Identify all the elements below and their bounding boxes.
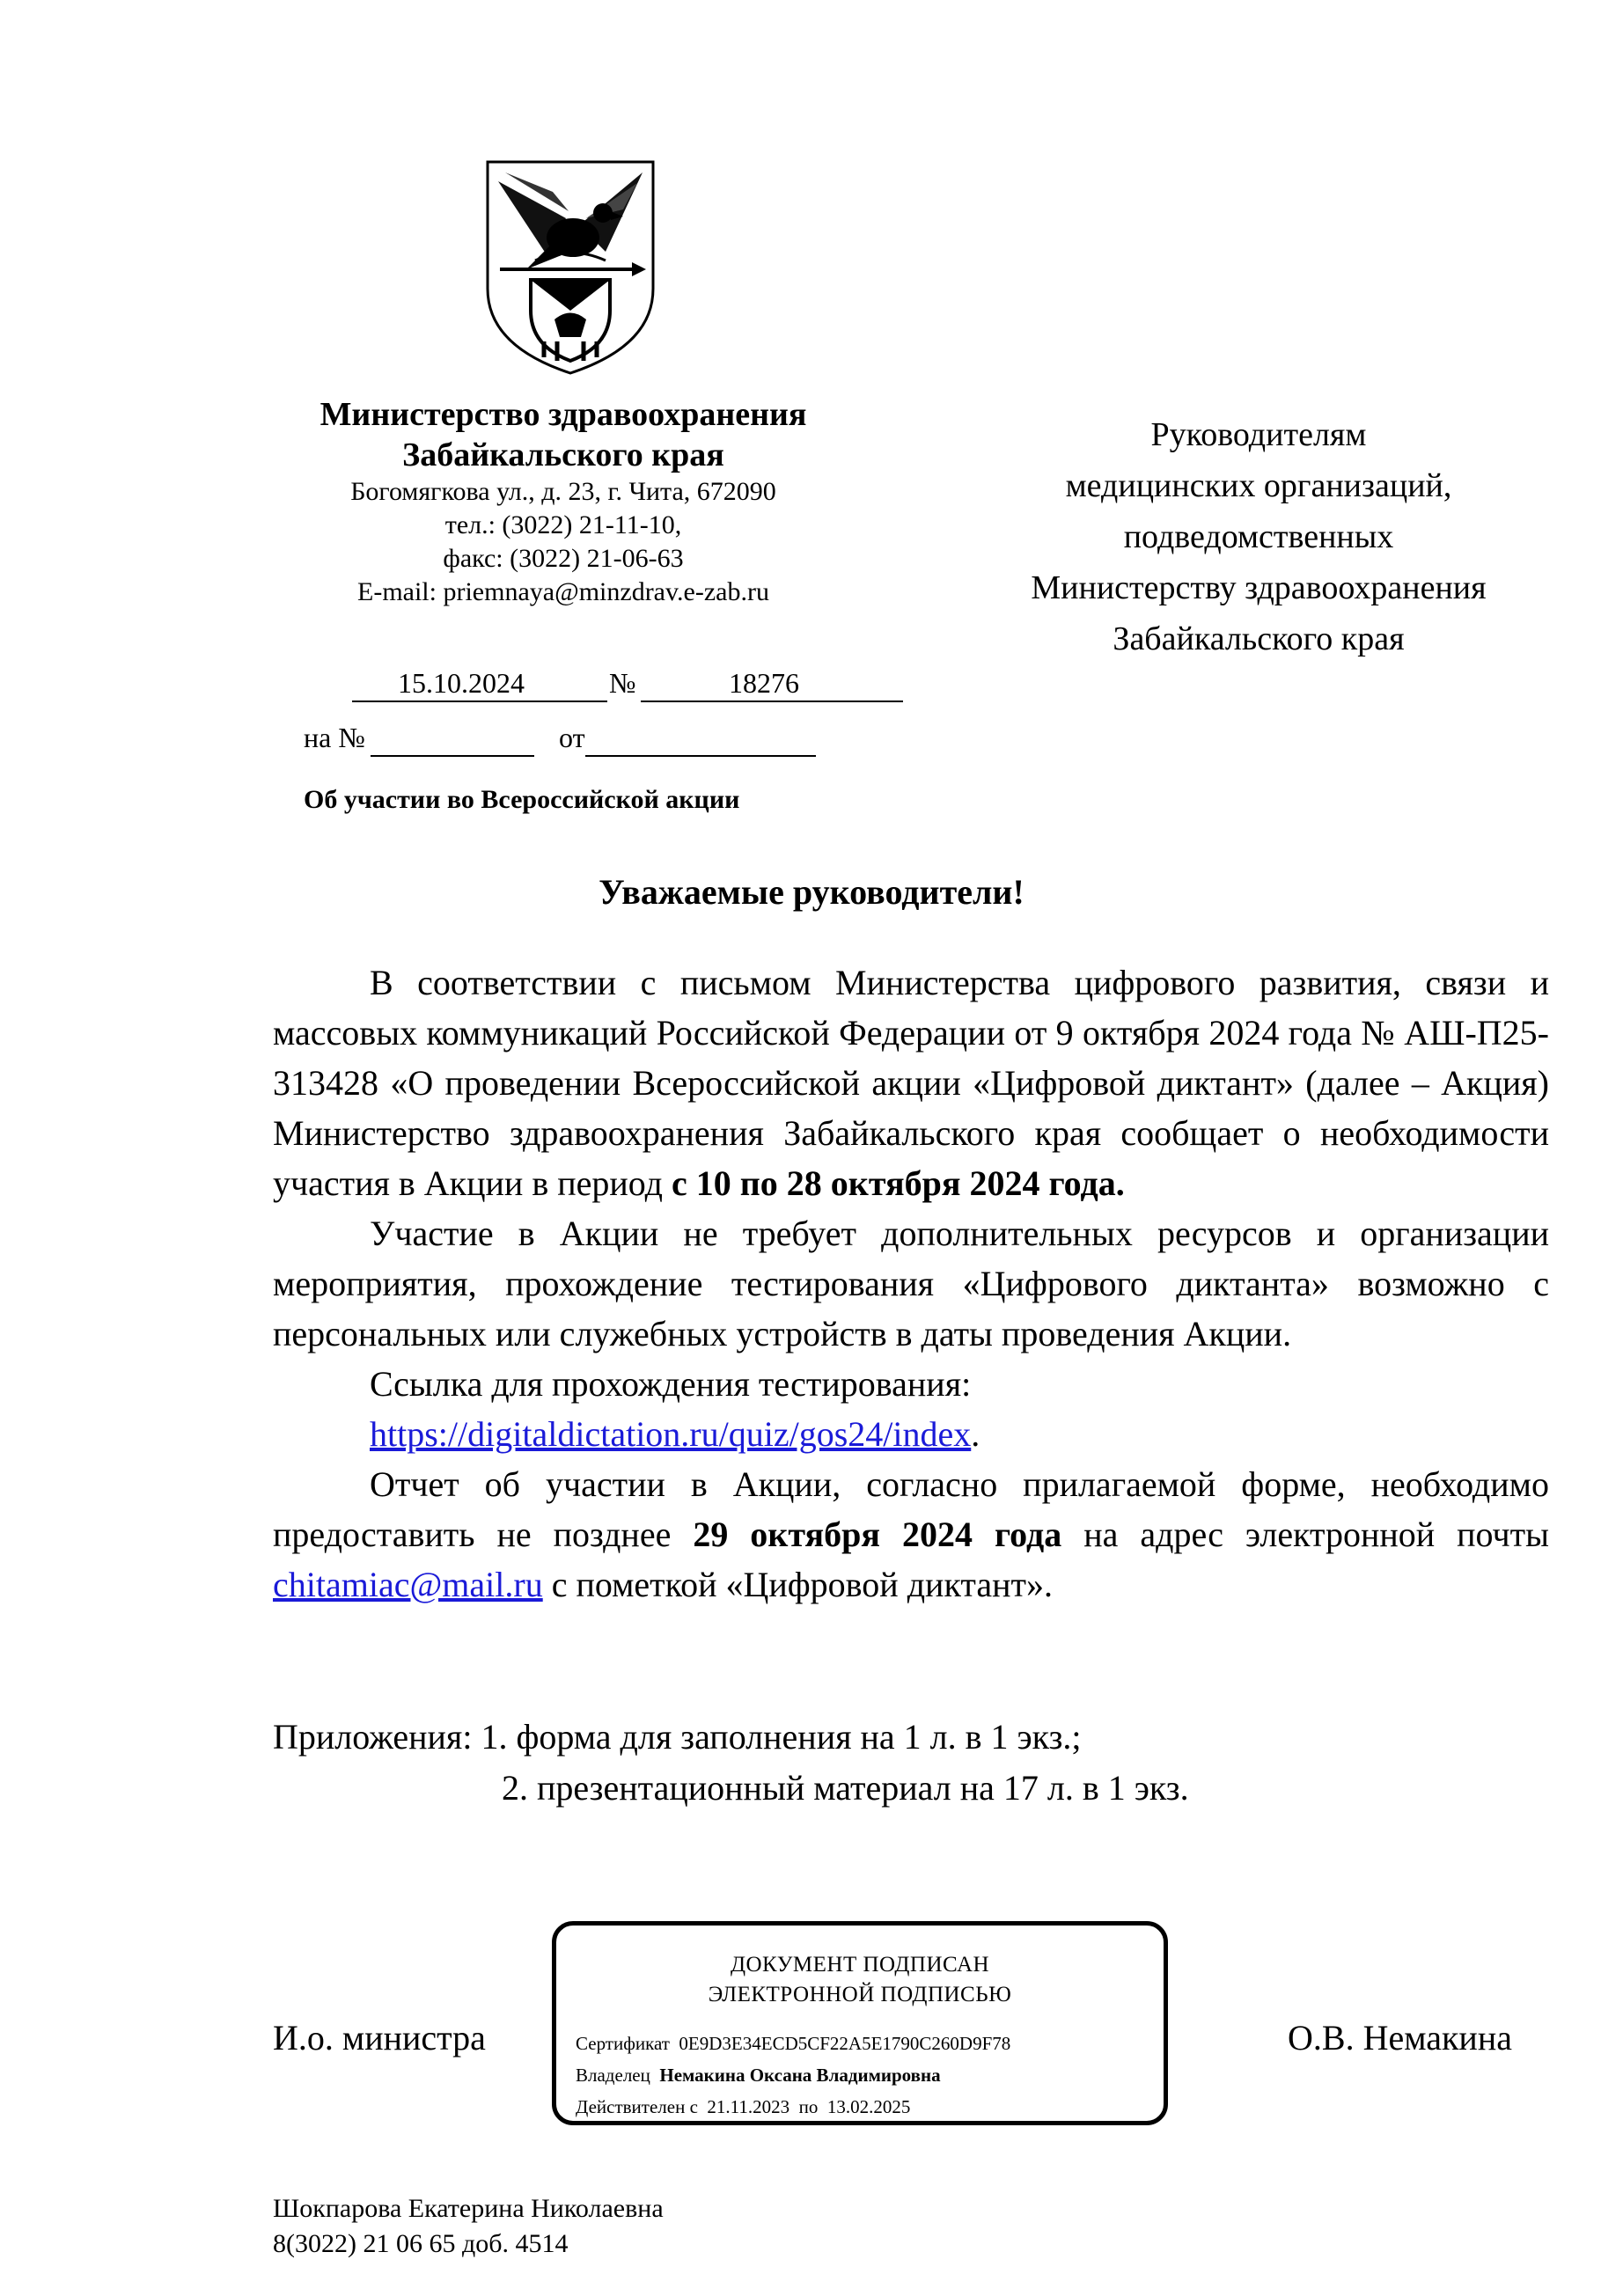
letter-body xyxy=(273,957,1549,1610)
deadline-date: 29 октября 2024 года xyxy=(693,1515,1062,1554)
ref-number-label: на № xyxy=(304,722,365,753)
appendix-item-1: 1. форма для заполнения на 1 л. в 1 экз.; xyxy=(481,1717,1082,1757)
letter-subject: Об участии во Всероссийской акции xyxy=(304,785,740,814)
org-name-line1: Министерство здравоохранения xyxy=(319,396,807,433)
paragraph-4-mid: на адрес электронной почты xyxy=(1061,1515,1549,1554)
org-address: Богомягкова ул., д. 23, г. Чита, 672090 xyxy=(350,477,776,506)
link-line xyxy=(273,1409,1549,1459)
valid-to: 13.02.2025 xyxy=(826,2096,911,2117)
cert-label: Сертификат xyxy=(576,2033,670,2054)
org-email: E-mail: priemnaya@minzdrav.e-zab.ru xyxy=(357,577,769,606)
valid-from: 21.11.2023 xyxy=(707,2096,790,2117)
stamp-header-line1: ДОКУМЕНТ ПОДПИСАН xyxy=(730,1953,990,1977)
report-email-link[interactable]: chitamiac@mail.ru xyxy=(273,1565,543,1604)
reference-line xyxy=(304,720,832,759)
outgoing-number: 18276 xyxy=(729,667,799,699)
recipient-line: Забайкальского края xyxy=(1113,620,1405,657)
appendix-row-1 xyxy=(273,1712,1189,1763)
stamp-certificate xyxy=(576,2033,1010,2055)
link-suffix: . xyxy=(971,1414,980,1454)
number-label: № xyxy=(609,667,636,699)
stamp-header-line2: ЭЛЕКТРОННОЙ ПОДПИСЬЮ xyxy=(708,1983,1012,2006)
recipient-line: подведомственных xyxy=(1123,518,1394,555)
coat-of-arms-emblem xyxy=(482,157,658,377)
cert-value: 0E9D3E34ECD5CF22A5E1790C260D9F78 xyxy=(679,2033,1011,2054)
org-fax: факс: (3022) 21-06-63 xyxy=(443,544,684,573)
org-phone: тел.: (3022) 21-11-10, xyxy=(444,510,682,539)
signatory-position: И.о. министра xyxy=(273,2018,486,2058)
greeting: Уважаемые руководители! xyxy=(599,872,1024,912)
recipient-block xyxy=(968,409,1549,664)
owner-value: Немакина Оксана Владимировна xyxy=(659,2065,941,2086)
owner-label: Владелец xyxy=(576,2065,650,2086)
registration-line xyxy=(352,665,907,704)
appendix-label: Приложения: xyxy=(273,1717,481,1757)
stamp-owner xyxy=(576,2065,941,2087)
executor-phone: 8(3022) 21 06 65 доб. 4514 xyxy=(273,2229,569,2258)
recipient-line: медицинских организаций, xyxy=(1065,467,1452,504)
recipient-line: Руководителям xyxy=(1150,416,1367,453)
paragraph-1 xyxy=(273,957,1549,1208)
stamp-validity xyxy=(576,2096,910,2118)
test-link[interactable]: https://digitaldictation.ru/quiz/gos24/index xyxy=(370,1414,972,1454)
signatory-name: О.В. Немакина xyxy=(1288,2018,1512,2058)
outgoing-date: 15.10.2024 xyxy=(398,667,525,699)
paragraph-1-text: В соответствии с письмом Министерства цифрового развития, связи и массовых коммуникаций Российской Федерации от 9 октября 2024 года № АШ-П25-313428 «О проведении Всероссийской акции «Цифровой диктант» (далее – Акция) Министерство здравоохранения Забайкальского края сообщает о необходимости участия в Акции в период xyxy=(273,963,1549,1203)
sender-block xyxy=(238,394,889,609)
appendix-block xyxy=(273,1712,1189,1814)
digital-signature-stamp xyxy=(552,1921,1168,2125)
appendix-item-2: 2. презентационный материал на 17 л. в 1 экз. xyxy=(502,1768,1189,1808)
paragraph-3: Ссылка для прохождения тестирования: xyxy=(370,1364,972,1404)
executor-block xyxy=(273,2191,664,2262)
period-dates: с 10 по 28 октября 2024 года. xyxy=(672,1163,1125,1203)
valid-label: Действителен с xyxy=(576,2096,698,2117)
paragraph-4 xyxy=(273,1459,1549,1610)
recipient-line: Министерству здравоохранения xyxy=(1031,569,1487,606)
ref-from-label: от xyxy=(559,722,585,753)
paragraph-4-start: Отчет об участии в Акции, согласно прилагаемой форме, необходимо предоставить не позднее xyxy=(273,1464,1549,1554)
valid-to-label: по xyxy=(798,2096,819,2117)
org-name-line2: Забайкальского края xyxy=(402,436,724,473)
stamp-header xyxy=(556,1950,1164,2010)
executor-name: Шокпарова Екатерина Николаевна xyxy=(273,2194,664,2223)
paragraph-4-end: с пометкой «Цифровой диктант». xyxy=(542,1565,1053,1604)
paragraph-2: Участие в Акции не требует дополнительных ресурсов и организации мероприятия, прохождение тестирования «Цифрового диктанта» возможно с персональных или служебных устройств в даты проведения Акции. xyxy=(273,1214,1549,1353)
